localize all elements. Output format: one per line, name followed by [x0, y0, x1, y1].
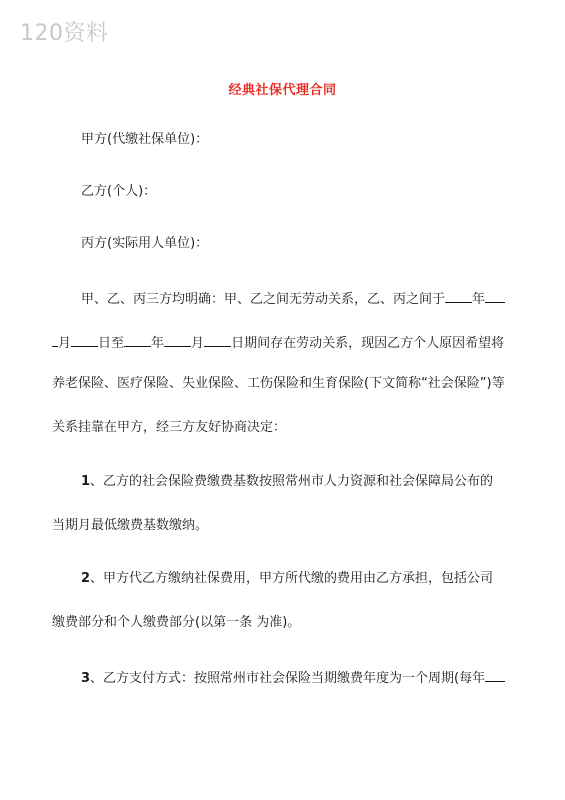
blank-field: [445, 289, 472, 303]
party-a-label: 甲方(代缴社保单位)：: [81, 132, 209, 147]
blank-field: [485, 668, 505, 682]
clause-2-line-1: [81, 571, 493, 587]
document-title: 经典社保代理合同: [228, 83, 337, 98]
party-c-label: 丙方(实际用人单位)：: [81, 236, 209, 251]
clause-1-line-1: [81, 474, 493, 490]
clause-number: 1: [81, 474, 91, 489]
blank-field: [71, 333, 98, 347]
clause-number: 2: [81, 571, 91, 586]
blank-field: [204, 333, 231, 347]
intro-line-3: 养老保险、医疗保险、失业保险、工伤保险和生育保险(下文简称“社会保险”)等: [52, 376, 505, 391]
intro-text: 月: [58, 336, 72, 351]
intro-text: 月: [191, 336, 205, 351]
intro-text: 年: [151, 336, 165, 351]
intro-line-2: [52, 333, 504, 352]
clause-2-line-2: 缴费部分和个人缴费部分(以第一条 为准)。: [52, 615, 301, 630]
clause-text: 、乙方支付方式：按照常州市社会保险当期缴费年度为一个周期(每年: [90, 671, 486, 686]
intro-line-1: [81, 289, 505, 308]
blank-field: [164, 333, 191, 347]
party-b-label: 乙方(个人)：: [81, 184, 157, 199]
blank-field: [124, 333, 151, 347]
intro-text: 日至: [98, 336, 125, 351]
intro-text: 日期间存在劳动关系，现因乙方个人原因希望将: [231, 336, 505, 351]
intro-line-4: 关系挂靠在甲方，经三方友好协商决定：: [52, 420, 287, 435]
blank-field: [485, 289, 505, 303]
clause-number: 3: [81, 671, 91, 686]
intro-text: 甲、乙、丙三方均明确：甲、乙之间无劳动关系，乙、丙之间于: [81, 292, 446, 307]
clause-text: 、甲方代乙方缴纳社保费用，甲方所代缴的费用由乙方承担，包括公司: [90, 571, 494, 586]
clause-3-line-1: [81, 668, 505, 687]
clause-1-line-2: 当期月最低缴费基数缴纳。: [52, 518, 209, 533]
intro-text: 年: [472, 292, 486, 307]
clause-text: 、乙方的社会保险费缴费基数按照常州市人力资源和社会保障局公布的: [90, 474, 494, 489]
watermark: 120资料: [20, 21, 109, 46]
